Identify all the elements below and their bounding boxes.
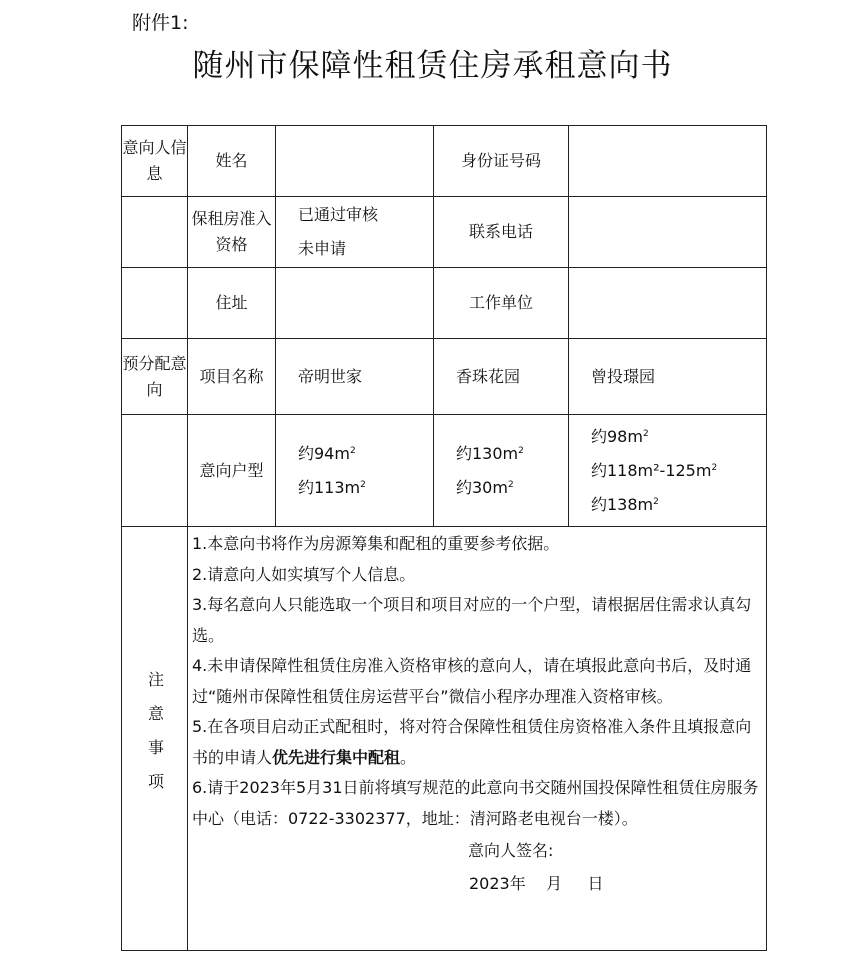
phone-field[interactable] (569, 197, 767, 268)
blank-cell (122, 197, 188, 268)
table-row (122, 268, 767, 339)
intent-form-table (121, 125, 767, 951)
employer-label: 工作单位 (434, 268, 569, 339)
date-line[interactable]: 2023年 月 日 (469, 873, 604, 893)
qualification-label: 保租房准入资格 (188, 197, 276, 268)
phone-label: 联系电话 (434, 197, 569, 268)
qualification-option-not-applied[interactable]: 未申请 (298, 239, 347, 258)
note-item: 4.未申请保障性租赁住房准入资格审核的意向人，请在填报此意向书后，及时通过“随州市保障性租赁住房运营平台”微信小程序办理准入资格审核。 (192, 656, 752, 706)
table-row (122, 126, 767, 197)
project-option-1[interactable]: 帝明世家 (276, 339, 434, 415)
project-option-2[interactable]: 香珠花园 (434, 339, 569, 415)
table-row (122, 527, 767, 951)
priority-text: 优先进行集中配租 (272, 747, 401, 767)
blank-cell (122, 415, 188, 527)
blank-cell (122, 268, 188, 339)
unit-types-project-2[interactable] (434, 415, 569, 527)
unit-type-option: 约$130m^2$ (456, 443, 524, 463)
name-field[interactable] (276, 126, 434, 197)
unit-type-option: 约$98m^2$ (591, 426, 649, 446)
note-item: 6.请于2023年5月31日前将填写规范的此意向书交随州国投保障性租赁住房服务中心（电话：0722-3302377，地址：清河路老电视台一楼）。 (192, 778, 759, 828)
attachment-label: 附件1: (132, 12, 189, 34)
project-option-3[interactable]: 曾投璟园 (569, 339, 767, 415)
qualification-option-approved[interactable]: 已通过审核 (298, 205, 379, 224)
address-label: 住址 (188, 268, 276, 339)
applicant-info-label: 意向人信息 (122, 126, 188, 197)
project-label: 项目名称 (188, 339, 276, 415)
unit-types-project-1[interactable] (276, 415, 434, 527)
unit-type-option: 约$113m^2$ (298, 477, 366, 497)
qualification-options[interactable] (276, 197, 434, 268)
note-item: 5.在各项目启动正式配租时，将对符合保障性租赁住房资格准入条件且填报意向书的申请人优先进行集中配租。 (192, 717, 752, 767)
signature-label[interactable]: 意向人签名: (468, 841, 554, 860)
id-number-label: 身份证号码 (434, 126, 569, 197)
unit-type-option: 约$118m^2-125m^2$ (591, 460, 718, 480)
unit-type-label: 意向户型 (188, 415, 276, 527)
note-item: 1.本意向书将作为房源筹集和配租的重要参考依据。 (192, 534, 560, 553)
note-item: 2.请意向人如实填写个人信息。 (192, 564, 416, 584)
note-item: 3.每名意向人只能选取一个项目和项目对应的一个户型，请根据居住需求认真勾选。 (192, 595, 752, 645)
table-row (122, 197, 767, 268)
unit-type-option: 约$138m^2$ (591, 494, 659, 514)
table-row (122, 339, 767, 415)
unit-types-project-3[interactable] (569, 415, 767, 527)
id-number-field[interactable] (569, 126, 767, 197)
unit-type-option: 约$94m^2$ (298, 443, 356, 463)
document-title: 随州市保障性租赁住房承租意向书 (192, 48, 673, 84)
notes-label: 注意事项 (122, 527, 188, 951)
employer-field[interactable] (569, 268, 767, 339)
unit-type-option: 约$30m^2$ (456, 477, 514, 497)
notes-content (188, 527, 767, 951)
name-label: 姓名 (188, 126, 276, 197)
table-row (122, 415, 767, 527)
preallocation-label: 预分配意向 (122, 339, 188, 415)
address-field[interactable] (276, 268, 434, 339)
